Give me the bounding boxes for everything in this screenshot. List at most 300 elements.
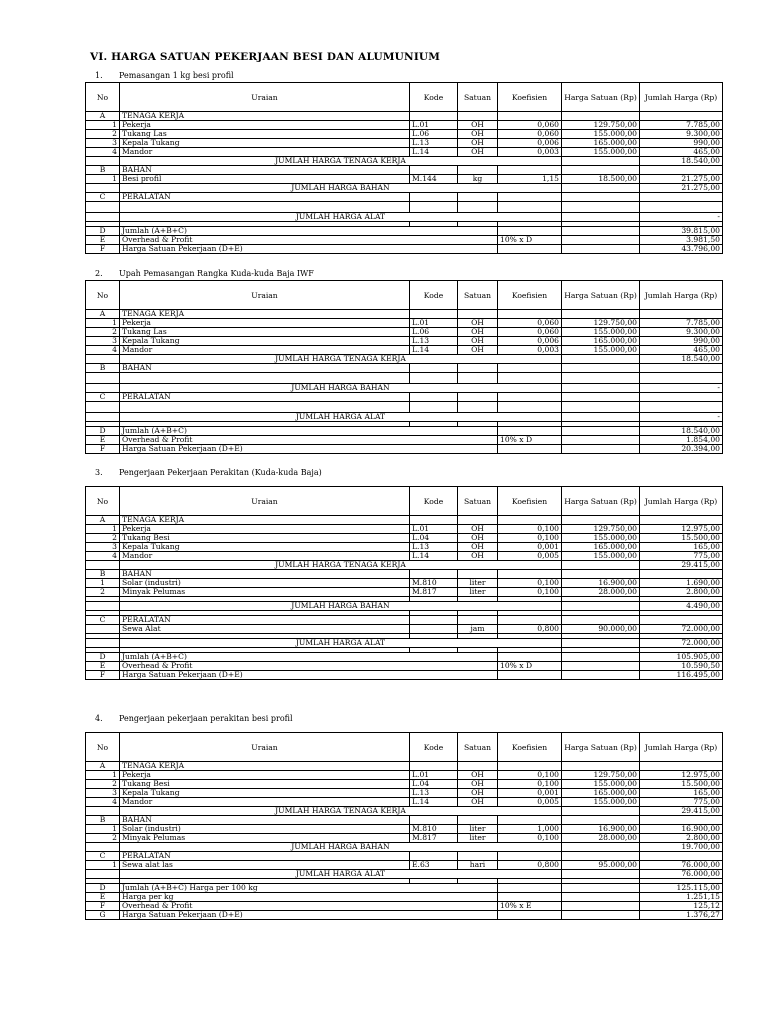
item-description: Sewa alat las [120,861,410,870]
item-code: L.01 [410,319,458,328]
group-letter: C [86,193,120,202]
subtotal-label: JUMLAH HARGA ALAT [120,639,562,648]
item-description: Solar (industri) [120,825,410,834]
group-row [86,166,723,175]
summary-amount: 1.376,27 [640,911,723,920]
group-label: TENAGA KERJA [120,310,410,319]
empty-cell [562,193,640,202]
empty-cell [410,193,458,202]
empty-cell [562,445,640,454]
item-unit: OH [458,780,498,789]
empty-cell [458,393,498,402]
empty-cell [458,816,498,825]
item-code: L.13 [410,543,458,552]
item-number [86,625,120,634]
group-letter: C [86,393,120,402]
group-row [86,616,723,625]
summary-label: Harga Satuan Pekerjaan (D+E) [120,445,498,454]
item-code: M.817 [410,588,458,597]
group-label: TENAGA KERJA [120,516,410,525]
subtotal-row [86,843,723,852]
header-uraian: Uraian [120,83,410,112]
empty-cell [458,616,498,625]
summary-label: Overhead & Profit [120,662,498,671]
empty-cell [562,893,640,902]
group-label: BAHAN [120,166,410,175]
item-unit-price: 16.900,00 [562,579,640,588]
item-unit: jam [458,625,498,634]
empty-cell [498,616,562,625]
table-row [86,121,723,130]
group-row [86,852,723,861]
item-description: Mandor [120,798,410,807]
item-unit: liter [458,588,498,597]
table-row [86,861,723,870]
item-number: 2 [86,534,120,543]
summary-amount: 18.540,00 [640,427,723,436]
item-amount: 7.785,00 [640,121,723,130]
empty-cell [120,402,410,413]
item-unit: hari [458,861,498,870]
group-row [86,570,723,579]
summary-amount: 39.815,00 [640,227,723,236]
item-unit-price: 155.000,00 [562,148,640,157]
item-amount: 775,00 [640,798,723,807]
group-letter: B [86,570,120,579]
header-koefisien: Koefisien [498,83,562,112]
item-description: Pekerja [120,121,410,130]
summary-letter: G [86,911,120,920]
empty-cell [498,570,562,579]
item-description: Sewa Alat [120,625,410,634]
header-satuan: Satuan [458,83,498,112]
table-row [86,319,723,328]
item-coefficient: 0,060 [498,121,562,130]
summary-amount: 20.394,00 [640,445,723,454]
summary-formula: 10% x E [498,902,562,911]
empty-cell [498,364,562,373]
item-unit: OH [458,319,498,328]
header-no: No [86,487,120,516]
empty-cell [86,807,120,816]
header-koefisien: Koefisien [498,487,562,516]
header-kode: Kode [410,487,458,516]
item-amount: 1.690,00 [640,579,723,588]
item-number: 1 [86,771,120,780]
table-row [86,625,723,634]
header-jumlah-harga: Jumlah Harga (Rp) [640,733,723,762]
empty-cell [410,516,458,525]
empty-cell [498,373,562,384]
subtotal-label: JUMLAH HARGA ALAT [120,413,562,422]
item-amount: 465,00 [640,346,723,355]
group-label: PERALATAN [120,193,410,202]
group-label: BAHAN [120,570,410,579]
item-number: 3 [86,543,120,552]
subtotal-amount: 18.540,00 [640,157,723,166]
subtotal-amount: 76.000,00 [640,870,723,879]
empty-cell [458,364,498,373]
item-code: L.01 [410,525,458,534]
table-row [86,579,723,588]
summary-formula: 10% x D [498,236,562,245]
group-label: BAHAN [120,816,410,825]
header-jumlah-harga: Jumlah Harga (Rp) [640,487,723,516]
header-harga-satuan: Harga Satuan (Rp) [562,281,640,310]
summary-label: Overhead & Profit [120,436,498,445]
empty-cell [562,157,640,166]
item-number: 2 [86,780,120,789]
section-heading: Pemasangan 1 kg besi profil [119,71,234,80]
empty-cell [458,310,498,319]
empty-cell [498,310,562,319]
item-amount: 72.000,00 [640,625,723,634]
table-row [86,346,723,355]
table-row [86,328,723,337]
summary-letter: D [86,427,120,436]
item-amount: 165,00 [640,789,723,798]
empty-cell [640,402,723,413]
item-code: L.14 [410,148,458,157]
section-number: 2. [95,269,103,278]
price-analysis-table [85,486,723,680]
subtotal-label: JUMLAH HARGA TENAGA KERJA [120,355,562,364]
empty-cell [86,373,120,384]
item-code: M.817 [410,834,458,843]
item-description: Tukang Besi [120,780,410,789]
empty-cell [410,166,458,175]
group-letter: B [86,816,120,825]
summary-label: Jumlah (A+B+C) [120,653,498,662]
item-amount: 990,00 [640,139,723,148]
item-coefficient: 0,001 [498,543,562,552]
item-amount: 12.975,00 [640,771,723,780]
empty-cell [562,671,640,680]
group-letter: A [86,762,120,771]
empty-cell [640,762,723,771]
item-number: 3 [86,337,120,346]
empty-cell [640,570,723,579]
table-row [86,139,723,148]
header-kode: Kode [410,733,458,762]
item-coefficient: 0,100 [498,780,562,789]
section-number: 3. [95,468,103,477]
empty-cell [410,202,458,213]
empty-cell [498,166,562,175]
summary-formula [498,911,562,920]
empty-cell [86,413,120,422]
section-title [95,71,234,80]
empty-cell [410,393,458,402]
table-row [86,825,723,834]
item-description: Kepala Tukang [120,543,410,552]
empty-cell [410,310,458,319]
empty-cell [562,911,640,920]
price-analysis-table [85,82,723,254]
item-unit-price: 165.000,00 [562,337,640,346]
item-description: Pekerja [120,771,410,780]
item-description: Mandor [120,346,410,355]
summary-label: Jumlah (A+B+C) [120,427,498,436]
item-unit-price: 155.000,00 [562,130,640,139]
group-letter: A [86,516,120,525]
empty-cell [640,516,723,525]
item-amount: 76.000,00 [640,861,723,870]
subtotal-label: JUMLAH HARGA BAHAN [120,843,562,852]
subtotal-amount: - [640,413,723,422]
group-row [86,816,723,825]
empty-cell [498,762,562,771]
empty-cell [86,184,120,193]
empty-cell [458,570,498,579]
empty-cell [458,402,498,413]
empty-cell [562,816,640,825]
section-heading: Pengerjaan pekerjaan perakitan besi profil [119,714,293,723]
item-number: 1 [86,579,120,588]
item-unit-price: 16.900,00 [562,825,640,834]
empty-cell [86,639,120,648]
empty-cell [562,762,640,771]
empty-cell [562,393,640,402]
item-unit-price: 155.000,00 [562,534,640,543]
header-harga-satuan: Harga Satuan (Rp) [562,487,640,516]
empty-cell [410,402,458,413]
empty-cell [458,166,498,175]
table-header [86,733,723,762]
summary-letter: E [86,436,120,445]
header-harga-satuan: Harga Satuan (Rp) [562,733,640,762]
subtotal-label: JUMLAH HARGA BAHAN [120,384,562,393]
summary-formula: 10% x D [498,662,562,671]
subtotal-amount: 29.415,00 [640,561,723,570]
item-coefficient: 0,005 [498,798,562,807]
item-unit-price: 129.750,00 [562,319,640,328]
empty-cell [562,427,640,436]
price-analysis-table [85,732,723,920]
item-unit-price: 90.000,00 [562,625,640,634]
summary-amount: 1.251,15 [640,893,723,902]
empty-cell [86,157,120,166]
item-unit-price: 28.000,00 [562,588,640,597]
item-description: Minyak Pelumas [120,834,410,843]
table-row [86,525,723,534]
empty-cell [120,373,410,384]
item-coefficient: 0,100 [498,771,562,780]
header-koefisien: Koefisien [498,733,562,762]
empty-cell [562,436,640,445]
item-coefficient: 0,006 [498,337,562,346]
empty-cell [120,202,410,213]
header-no: No [86,281,120,310]
subtotal-amount: 18.540,00 [640,355,723,364]
empty-cell [458,193,498,202]
item-number: 2 [86,328,120,337]
group-label: PERALATAN [120,852,410,861]
table-row [86,798,723,807]
item-code: L.06 [410,328,458,337]
item-unit: OH [458,148,498,157]
empty-cell [498,852,562,861]
empty-cell [640,112,723,121]
summary-letter: D [86,884,120,893]
group-label: PERALATAN [120,616,410,625]
empty-cell [562,112,640,121]
table-row [86,780,723,789]
item-coefficient: 0,060 [498,319,562,328]
item-description: Tukang Las [120,328,410,337]
group-row [86,364,723,373]
empty-cell [86,870,120,879]
item-description: Kepala Tukang [120,139,410,148]
empty-cell [458,762,498,771]
item-unit: OH [458,534,498,543]
subtotal-amount: 29.415,00 [640,807,723,816]
empty-cell [498,402,562,413]
table-row [86,834,723,843]
group-row [86,310,723,319]
table-row [86,789,723,798]
header-satuan: Satuan [458,487,498,516]
summary-amount: 43.796,00 [640,245,723,254]
group-letter: A [86,310,120,319]
subtotal-row [86,413,723,422]
section-number: 1. [95,71,103,80]
empty-cell [562,902,640,911]
subtotal-label: JUMLAH HARGA BAHAN [120,184,562,193]
summary-label: Jumlah (A+B+C) Harga per 100 kg [120,884,498,893]
section-heading: Upah Pemasangan Rangka Kuda-kuda Baja IWF [119,269,314,278]
item-number: 1 [86,861,120,870]
empty-cell [562,236,640,245]
summary-amount: 1.854,00 [640,436,723,445]
item-unit: OH [458,789,498,798]
empty-cell [562,884,640,893]
item-amount: 7.785,00 [640,319,723,328]
group-letter: A [86,112,120,121]
subtotal-amount: 19.700,00 [640,843,723,852]
item-amount: 165,00 [640,543,723,552]
summary-amount: 116.495,00 [640,671,723,680]
empty-cell [562,807,640,816]
item-coefficient: 0,003 [498,148,562,157]
group-row [86,762,723,771]
summary-row [86,671,723,680]
subtotal-row [86,870,723,879]
table-row [86,534,723,543]
empty-cell [458,852,498,861]
spacer-row [86,402,723,413]
empty-cell [86,384,120,393]
summary-label: Harga Satuan Pekerjaan (D+E) [120,911,498,920]
empty-cell [562,570,640,579]
empty-cell [410,762,458,771]
section-number: 4. [95,714,103,723]
summary-row [86,445,723,454]
item-code: L.01 [410,771,458,780]
item-coefficient: 0,100 [498,579,562,588]
section-title [95,468,322,477]
item-unit-price: 155.000,00 [562,346,640,355]
summary-amount: 125.115,00 [640,884,723,893]
summary-formula [498,893,562,902]
empty-cell [458,202,498,213]
table-row [86,337,723,346]
item-number: 2 [86,588,120,597]
item-unit: OH [458,121,498,130]
item-number: 4 [86,798,120,807]
empty-cell [86,355,120,364]
summary-letter: D [86,227,120,236]
group-row [86,112,723,121]
empty-cell [410,373,458,384]
item-description: Tukang Las [120,130,410,139]
header-koefisien: Koefisien [498,281,562,310]
subtotal-amount: 4.490,00 [640,602,723,611]
group-label: BAHAN [120,364,410,373]
item-amount: 16.900,00 [640,825,723,834]
item-unit-price: 165.000,00 [562,789,640,798]
item-number: 3 [86,139,120,148]
item-description: Mandor [120,552,410,561]
empty-cell [562,227,640,236]
summary-formula [498,427,562,436]
item-unit-price: 155.000,00 [562,328,640,337]
item-unit-price: 155.000,00 [562,798,640,807]
item-code: L.14 [410,798,458,807]
item-amount: 775,00 [640,552,723,561]
item-description: Besi profil [120,175,410,184]
header-no: No [86,733,120,762]
subtotal-row [86,184,723,193]
summary-letter: F [86,245,120,254]
group-label: TENAGA KERJA [120,112,410,121]
item-number: 4 [86,346,120,355]
table-row [86,552,723,561]
empty-cell [640,166,723,175]
empty-cell [562,413,640,422]
subtotal-row [86,602,723,611]
empty-cell [562,364,640,373]
subtotal-label: JUMLAH HARGA TENAGA KERJA [120,561,562,570]
header-jumlah-harga: Jumlah Harga (Rp) [640,281,723,310]
item-unit-price: 129.750,00 [562,525,640,534]
section-title [95,269,314,278]
item-code: L.13 [410,139,458,148]
summary-formula [498,884,562,893]
empty-cell [458,373,498,384]
item-description: Pekerja [120,525,410,534]
section-heading: Pengerjaan Pekerjaan Perakitan (Kuda-kuda Baja) [119,468,322,477]
item-code: L.14 [410,552,458,561]
table-row [86,543,723,552]
empty-cell [640,310,723,319]
empty-cell [86,202,120,213]
subtotal-label: JUMLAH HARGA TENAGA KERJA [120,807,562,816]
item-coefficient: 0,006 [498,139,562,148]
empty-cell [410,816,458,825]
item-description: Mandor [120,148,410,157]
item-unit-price: 28.000,00 [562,834,640,843]
item-description: Solar (industri) [120,579,410,588]
summary-letter: F [86,445,120,454]
empty-cell [86,402,120,413]
header-uraian: Uraian [120,733,410,762]
empty-cell [640,616,723,625]
item-number: 1 [86,121,120,130]
summary-letter: E [86,236,120,245]
price-analysis-table [85,280,723,454]
item-code: L.14 [410,346,458,355]
